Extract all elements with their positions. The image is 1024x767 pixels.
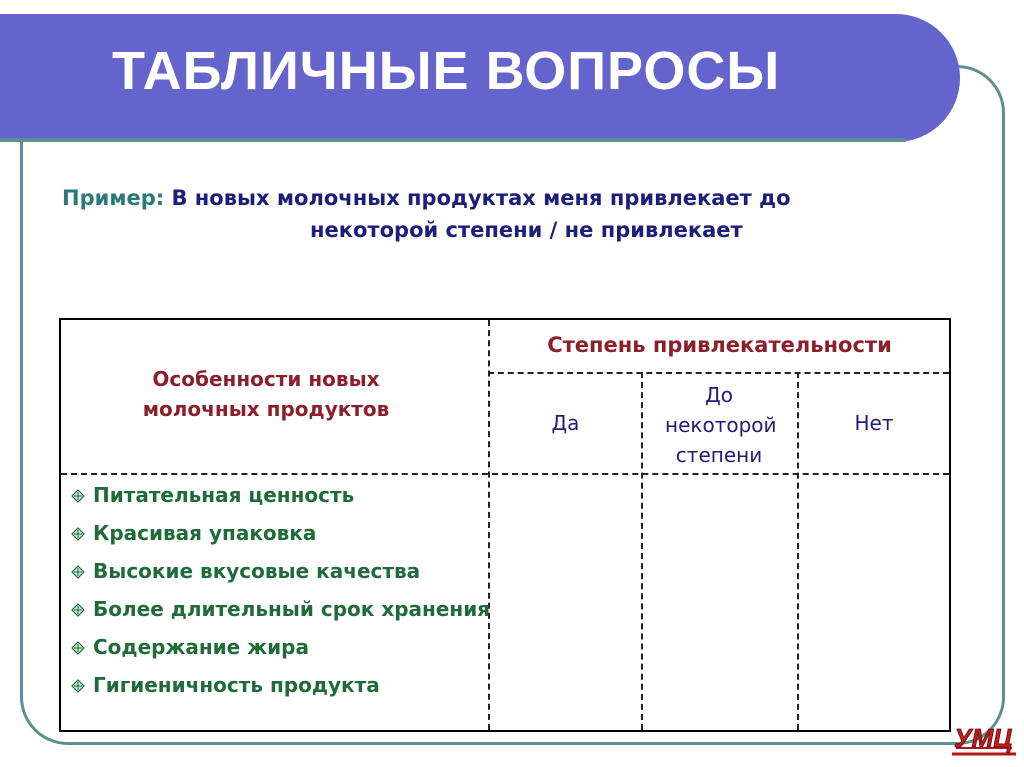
feature-label: Красивая упаковка [93,521,317,545]
logo-text: УМЦ [954,723,1013,753]
feature-item [71,556,491,587]
diamond-bullet-icon [71,603,85,617]
example-text [62,182,791,246]
divider-degree-header [488,372,949,374]
title-underline [0,138,906,142]
feature-label: Высокие вкусовые качества [93,559,421,583]
diamond-bullet-icon [71,527,85,541]
diamond-bullet-icon [71,679,85,693]
diamond-bullet-icon [71,641,85,655]
example-line-2: некоторой степени / не привлекает [310,218,743,242]
feature-label: Более длительный срок хранения [93,597,491,621]
feature-item [71,518,491,549]
col-header-no: Нет [854,411,894,435]
example-line-1: В новых молочных продуктах меня привлекает до [171,186,791,210]
feature-item [71,632,491,663]
feature-item [71,670,491,701]
attractiveness-table [59,318,951,732]
col-header-somewhat: До некоторой степени [665,383,777,467]
degree-header: Степень привлекательности [547,333,892,357]
diamond-bullet-icon [71,565,85,579]
divider-col-1 [641,372,643,730]
features-list [71,480,491,708]
feature-label: Питательная ценность [93,483,355,507]
col-header-yes: Да [551,411,580,435]
features-header: Особенности новых молочных продуктов [142,367,390,421]
umc-logo [950,718,1020,762]
diamond-bullet-icon [71,489,85,503]
feature-label: Гигиеничность продукта [93,673,380,697]
example-label: Пример: [62,186,165,210]
feature-item [71,480,491,511]
slide-title: ТАБЛИЧНЫЕ ВОПРОСЫ [112,41,781,101]
divider-header-body [61,473,949,475]
feature-label: Содержание жира [93,635,309,659]
feature-item [71,594,491,625]
